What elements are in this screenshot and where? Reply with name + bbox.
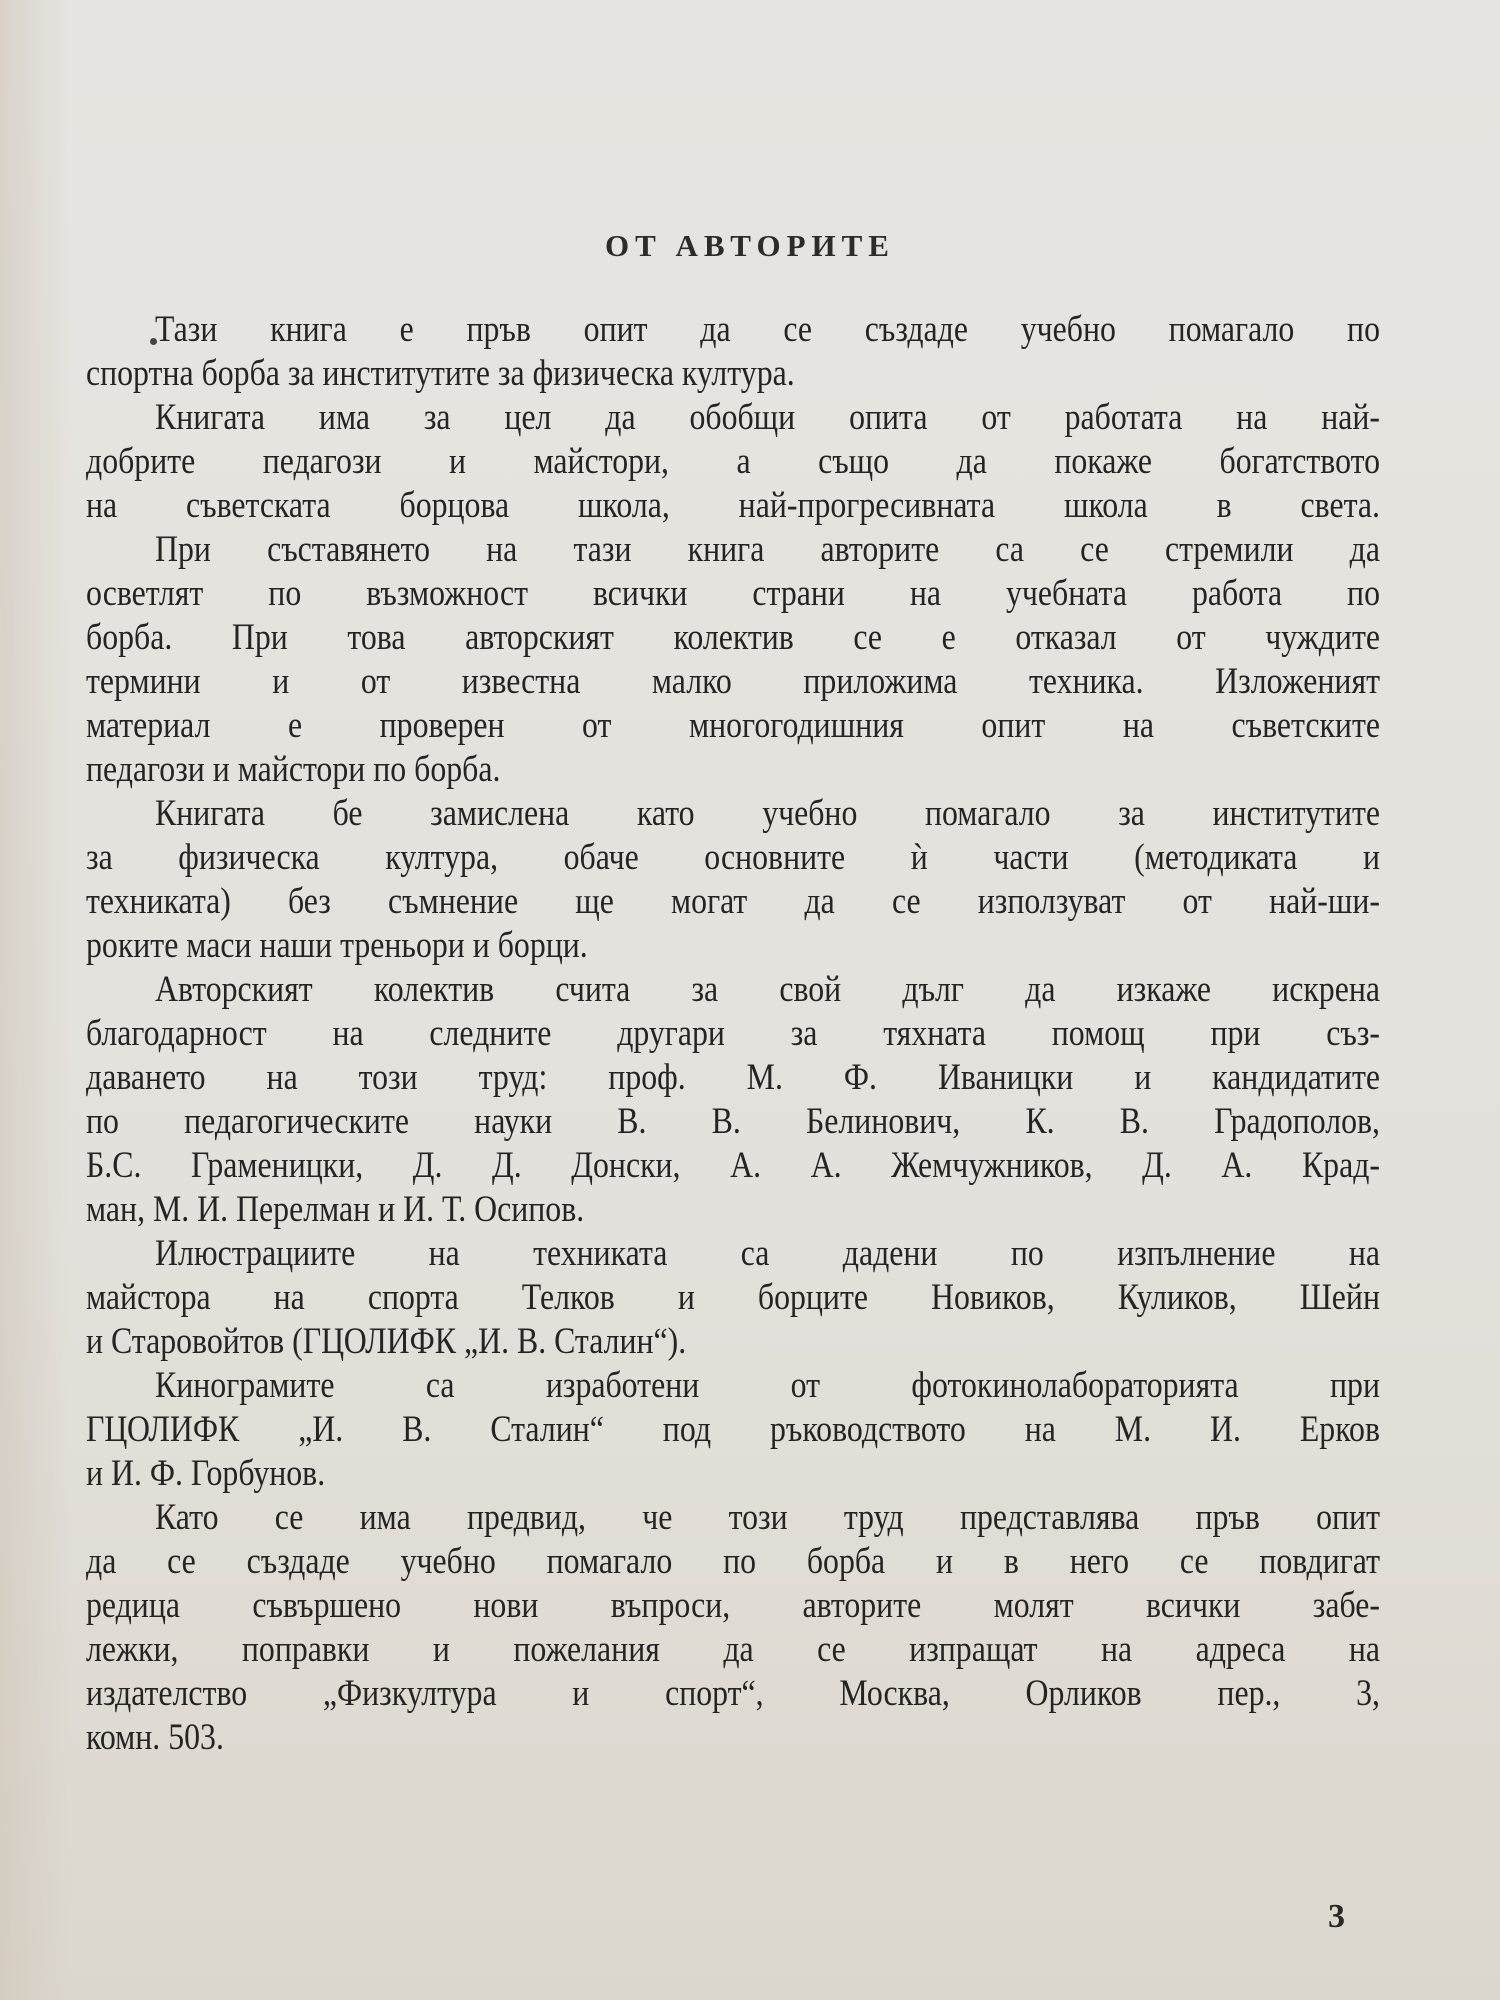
text-line: материал е проверен от многогодишния опит на съветските <box>86 705 1380 746</box>
text-line: роките маси наши треньори и борци. <box>86 925 588 966</box>
text-line: Авторският колектив счита за свой дълг да изкаже искрена <box>155 969 1380 1010</box>
text-line: и И. Ф. Горбунов. <box>86 1453 326 1494</box>
text-line: педагози и майстори по борба. <box>86 749 501 790</box>
text-line: да се създаде учебно помагало по борба и в него се повдигат <box>86 1541 1380 1582</box>
text-line: Илюстрациите на техниката са дадени по изпълнение на <box>155 1233 1380 1274</box>
text-line: издателство „Физкултура и спорт“, Москва, Орликов пер., 3, <box>86 1673 1380 1714</box>
text-line: по педагогическите науки В. В. Белинович, К. В. Градополов, <box>86 1101 1380 1142</box>
page-number: 3 <box>1328 1898 1345 1935</box>
text-line: майстора на спорта Телков и борците Новиков, Куликов, Шейн <box>86 1277 1380 1318</box>
text-line: благодарност на следните другари за тяхната помощ при съз- <box>86 1013 1380 1054</box>
text-line: редица съвършено нови въпроси, авторите молят всички забе- <box>86 1585 1380 1626</box>
text-line: добрите педагози и майстори, а също да покаже богатството <box>86 441 1380 482</box>
text-line: Тази книга е пръв опит да се създаде учебно помагало по <box>155 309 1380 350</box>
text-line: на съветската борцова школа, най-прогресивната школа в света. <box>86 485 1380 526</box>
text-line: Кинограмите са изработени от фотокинолабораторията при <box>155 1365 1380 1406</box>
text-line: осветлят по възможност всички страни на учебната работа по <box>86 573 1380 614</box>
text-line: Б.С. Граменицки, Д. Д. Донски, А. А. Жемчужников, Д. А. Крад- <box>86 1145 1380 1186</box>
text-line: ГЦОЛИФК „И. В. Сталин“ под ръководството на М. И. Ерков <box>86 1409 1380 1450</box>
text-line: ман, М. И. Перелман и И. Т. Осипов. <box>86 1189 585 1230</box>
text-line: спортна борба за институтите за физическа култура. <box>86 353 795 394</box>
text-line: термини и от известна малко приложима техника. Изложеният <box>86 661 1380 702</box>
text-line: и Старовойтов (ГЦОЛИФК „И. В. Сталин“). <box>86 1321 687 1362</box>
text-line: Като се има предвид, че този труд представлява пръв опит <box>155 1497 1380 1538</box>
text-line: даването на този труд: проф. М. Ф. Иваницки и кандидатите <box>86 1057 1380 1098</box>
text-line: борба. При това авторският колектив се е отказал от чуждите <box>86 617 1380 658</box>
text-line: комн. 503. <box>86 1717 224 1758</box>
text-line: Книгата бе замислена като учебно помагало за институтите <box>155 793 1380 834</box>
text-line: техниката) без съмнение ще могат да се използуват от най-ши- <box>86 881 1380 922</box>
text-line: за физическа култура, обаче основните ѝ части (методиката и <box>86 837 1380 878</box>
text-line: При съставянето на тази книга авторите са се стремили да <box>155 529 1380 570</box>
page-title: ОТ АВТОРИТЕ <box>605 228 895 263</box>
text-line: лежки, поправки и пожелания да се изпращат на адреса на <box>86 1629 1380 1670</box>
text-line: Книгата има за цел да обобщи опита от работата на най- <box>155 397 1380 438</box>
